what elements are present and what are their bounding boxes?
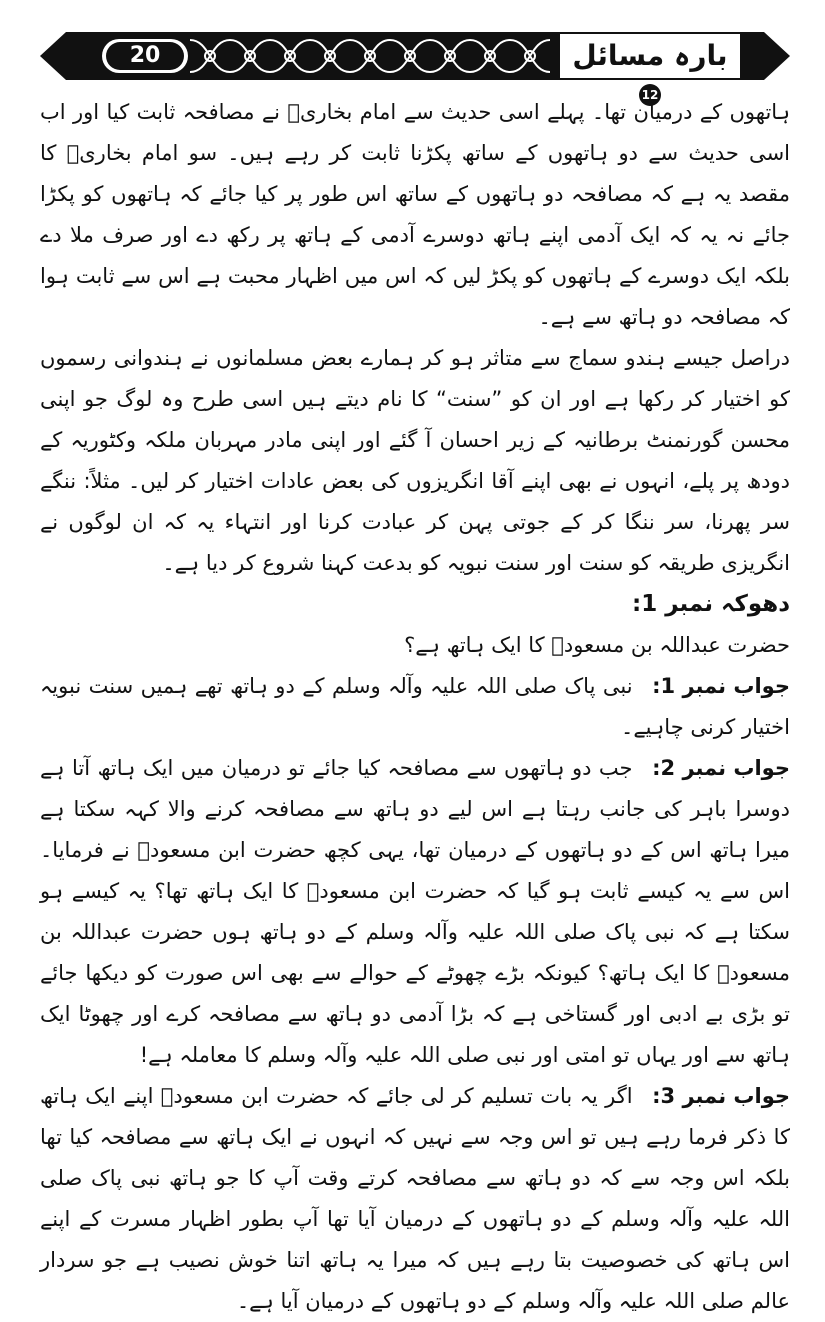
paragraph-1: ہاتھوں کے درمیان تھا۔ پہلے اسی حدیث سے امام بخاریؒ نے مصافحہ ثابت کیا اور اب اسی حدیث سے دو ہاتھوں کے ساتھ پکڑنا ثابت کر رہے ہیں۔ سو امام بخاریؒ کا مقصد یہ ہے کہ مصافحہ دو ہاتھوں کے ساتھ اس طور پر کیا جائے کہ ہاتھوں کو پکڑا جائے نہ یہ کہ ایک آدمی اپنے ہاتھ دوسرے آدمی کے ہاتھ پر رکھ دے اور صرف ملا دے بلکہ ایک دوسرے کے ہاتھوں کو پکڑ لیں کہ اس میں اظہار محبت ہے اس سے ثابت ہوا کہ مصافحہ دو ہاتھ سے ہے۔ — [40, 100, 790, 329]
page-number: 20 — [129, 43, 161, 68]
book-title: بارہ مسائل — [572, 39, 728, 72]
answer-3-text: اگر یہ بات تسلیم کر لی جائے کہ حضرت ابن مسعودؓ اپنے ایک ہاتھ کا ذکر فرما رہے ہیں تو اس وجہ سے نہیں کہ انہوں نے ایک ہاتھ سے مصافحہ کیا تھا بلکہ اس وجہ سے کہ دو ہاتھ سے مصافحہ کرتے وقت آپ کا جو ہاتھ نبی پاک صلی اللہ علیہ وآلہ وسلم کے دو ہاتھوں کے درمیان آیا تھا آپ بطور اظہار مسرت کے اپنے اس ہاتھ کی خصوصیت بتا رہے ہیں کہ میرا یہ ہاتھ اتنا خوش نصیب ہے جو سردار عالم صلی اللہ علیہ وآلہ وسلم کے دو ہاتھوں کے درمیان آیا ہے۔ — [40, 1084, 790, 1313]
book-title-plate — [560, 34, 740, 102]
page-header — [40, 30, 790, 102]
answer-1-label: جواب نمبر 1: — [652, 674, 790, 698]
page-body — [40, 92, 790, 1322]
paragraph-2: دراصل جیسے ہندو سماج سے متاثر ہو کر ہمارے بعض مسلمانوں نے ہندوانی رسموں کو اختیار کر رکھا ہے اور ان کو ”سنت“ کا نام دیتے ہیں اسی طرح وہ لوگ جو اپنی محسن گورنمنٹ برطانیہ کے زیر احسان آ گئے اور اپنی مادر مہربان ملکہ وکٹوریہ کے دودھ پر پلے، انہوں نے بھی اپنے آقا انگریزوں کی بعض عادات اختیار کر لیں۔ مثلاً: ننگے سر پھرنا، سر ننگا کر کے جوتی پہن کر عبادت کرنا اور انتہاء یہ کہ ان لوگوں نے انگریزی طریقہ کو سنت اور سنت نبویہ کو بدعت کہنا شروع کر دیا ہے۔ — [40, 346, 790, 575]
answer-3-label: جواب نمبر 3: — [652, 1084, 790, 1108]
answer-2 — [40, 748, 790, 1076]
section-heading: دھوکہ نمبر 1: — [631, 591, 790, 617]
answer-3 — [40, 1076, 790, 1322]
question: حضرت عبداللہ بن مسعودؓ کا ایک ہاتھ ہے؟ — [404, 633, 790, 657]
title-number-badge: 12 — [639, 84, 661, 106]
answer-2-label: جواب نمبر 2: — [652, 756, 790, 780]
answer-1 — [40, 666, 790, 748]
answer-2-text: جب دو ہاتھوں سے مصافحہ کیا جائے تو درمیان میں ایک ہاتھ آتا ہے دوسرا باہر کی جانب رہتا ہے اس لیے دو ہاتھ سے مصافحہ کرنے والا کہہ سکتا ہے میرا ہاتھ اس کے دو ہاتھوں کے درمیان تھا، یہی کچھ حضرت ابن مسعودؓ نے فرمایا۔ اس سے یہ کیسے ثابت ہو گیا کہ حضرت ابن مسعودؓ کا ایک ہاتھ تھا؟ یہ کیسے ہو سکتا ہے کہ نبی پاک صلی اللہ علیہ وآلہ وسلم کے دو ہاتھ ہوں حضرت عبداللہ بن مسعودؓ کا ایک ہاتھ؟ کیونکہ بڑے چھوٹے کے حوالے سے بھی اس صورت کو دیکھا جائے تو بڑی بے ادبی اور گستاخی ہے کہ بڑا آدمی دو ہاتھ سے مصافحہ کرے اور چھوٹا ایک ہاتھ سے اور یہاں تو امتی اور نبی صلی اللہ علیہ وآلہ وسلم کا معاملہ ہے! — [40, 756, 790, 1067]
answer-1-text: نبی پاک صلی اللہ علیہ وآلہ وسلم کے دو ہاتھ تھے ہمیں سنت نبویہ اختیار کرنی چاہیے۔ — [40, 674, 790, 739]
